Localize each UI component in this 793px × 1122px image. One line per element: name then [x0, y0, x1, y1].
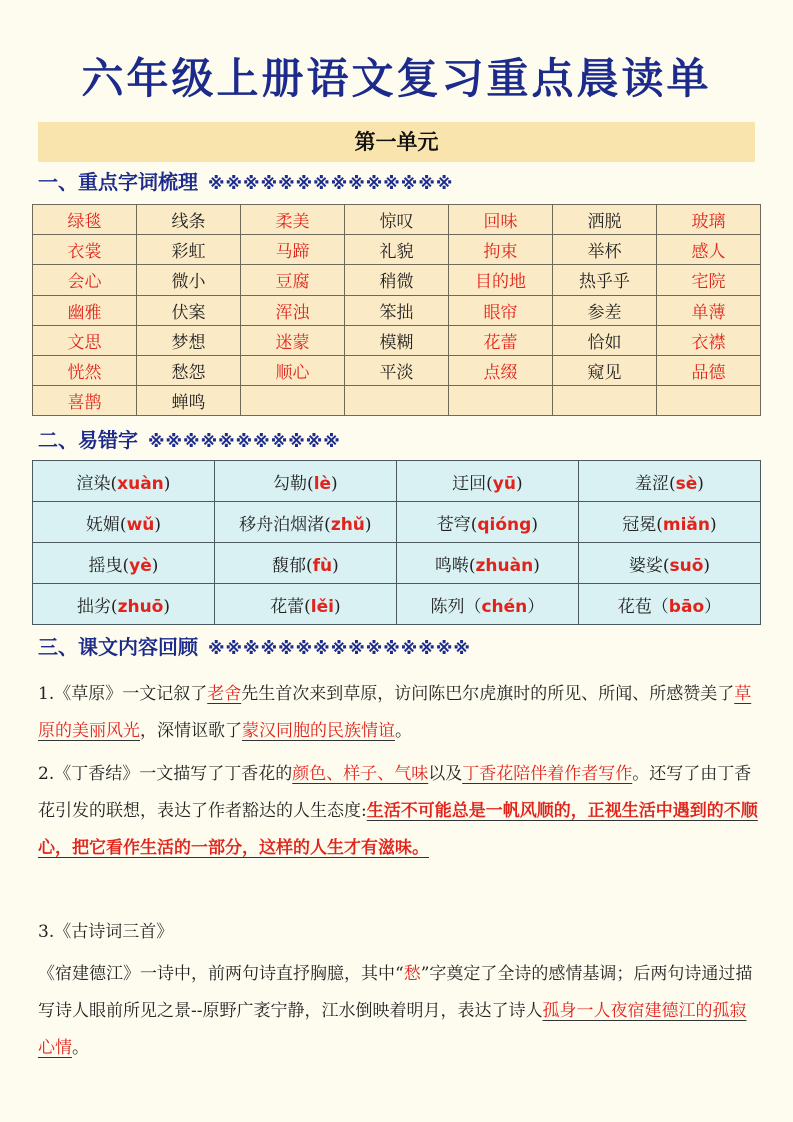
vocab-cell: 喜鹊 — [33, 386, 137, 416]
vocab-cell: 惊叹 — [345, 205, 449, 235]
vocab-cell: 点缀 — [449, 355, 553, 385]
vocab-row — [33, 235, 761, 265]
p2-highlight: 丁香花陪伴着作者写作 — [462, 764, 633, 784]
p2-text: 。还写了由丁香花引发的联想，表达了作者豁达的人生态度: — [38, 764, 752, 821]
vocab-cell: 恍然 — [33, 355, 137, 385]
typo-cell — [214, 584, 396, 625]
typo-pinyin: yū — [492, 473, 516, 494]
typo-word: 移舟泊烟渚( — [239, 514, 331, 535]
vocab-cell: 回味 — [449, 205, 553, 235]
vocab-cell: 单薄 — [657, 295, 761, 325]
vocab-cell: 线条 — [137, 205, 241, 235]
typo-word: 摇曳( — [88, 555, 130, 576]
vocab-cell: 平淡 — [345, 355, 449, 385]
review-paragraph-3: 3.《古诗词三首》 — [38, 922, 174, 942]
typo-cell — [396, 461, 578, 502]
typo-cell — [214, 502, 396, 543]
typo-section-label: 二、易错字 — [38, 428, 138, 452]
typo-word: 馥郁( — [271, 555, 313, 576]
typo-paren: ) — [533, 555, 540, 576]
typo-pinyin: zhuō — [117, 596, 164, 617]
p1-highlight: 蒙汉同胞的民族情谊 — [242, 721, 395, 741]
vocab-row — [33, 325, 761, 355]
typo-pinyin: wǔ — [126, 514, 155, 535]
vocab-cell: 笨拙 — [345, 295, 449, 325]
typo-pinyin: chén — [481, 596, 528, 617]
typo-word: 花苞（ — [617, 596, 669, 617]
typo-paren: ) — [332, 555, 339, 576]
typo-pinyin: zhuàn — [475, 555, 534, 576]
typo-paren: ) — [703, 555, 711, 576]
vocab-cell: 洒脱 — [553, 205, 657, 235]
typo-paren: ） — [704, 596, 722, 617]
typo-row — [33, 543, 761, 584]
typo-cell — [396, 502, 578, 543]
vocab-cell: 衣襟 — [657, 325, 761, 355]
vocab-row — [33, 265, 761, 295]
typo-cell — [214, 461, 396, 502]
review-section-marks: ※※※※※※※※※※※※※※※ — [208, 639, 471, 659]
typo-paren: ) — [531, 514, 538, 535]
vocab-cell: 热乎乎 — [553, 265, 657, 295]
p4-text: 。 — [72, 1038, 89, 1058]
vocab-cell: 绿毯 — [33, 205, 137, 235]
typo-cell — [214, 543, 396, 584]
typo-cell — [578, 461, 760, 502]
typo-word: 陈列（ — [430, 596, 482, 617]
typo-paren: ) — [163, 596, 170, 617]
p1-highlight: 老舍 — [207, 684, 242, 704]
vocab-cell: 目的地 — [449, 265, 553, 295]
p2-text: 2.《丁香结》一文描写了丁香花的 — [38, 764, 293, 784]
vocab-cell — [553, 386, 657, 416]
typo-pinyin: xuàn — [117, 473, 164, 494]
p1-text: ，深情讴歌了 — [140, 721, 242, 741]
typo-pinyin: bāo — [668, 596, 705, 617]
typo-paren: ） — [527, 596, 545, 617]
p1-text: 1.《草原》一文记叙了 — [38, 684, 208, 704]
typo-paren: ) — [333, 596, 341, 617]
typo-paren: ) — [154, 514, 162, 535]
typo-cell — [396, 543, 578, 584]
vocab-cell: 花蕾 — [449, 325, 553, 355]
vocab-cell: 玻璃 — [657, 205, 761, 235]
review-paragraph-4 — [38, 956, 758, 1067]
vocab-cell: 彩虹 — [137, 235, 241, 265]
vocab-section-label: 一、重点字词梳理 — [38, 170, 198, 194]
vocab-cell: 柔美 — [241, 205, 345, 235]
p4-keyword: 愁 — [403, 964, 421, 984]
p4-text: 《宿建德江》一诗中，前两句诗直抒胸臆，其中“ — [38, 964, 404, 984]
typo-word: 渲染( — [76, 473, 118, 494]
typo-paren: ) — [515, 473, 523, 494]
typo-word: 冠冕( — [622, 514, 663, 535]
p1-text: 。 — [395, 721, 412, 741]
typo-pinyin: sè — [675, 473, 698, 494]
typo-cell — [578, 502, 760, 543]
vocab-cell — [449, 386, 553, 416]
typo-word: 婆娑( — [628, 555, 670, 576]
typo-paren: ) — [163, 473, 171, 494]
vocab-cell: 顺心 — [241, 355, 345, 385]
vocab-cell: 微小 — [137, 265, 241, 295]
vocab-cell: 文思 — [33, 325, 137, 355]
typo-word: 羞涩( — [634, 473, 676, 494]
vocab-cell: 梦想 — [137, 325, 241, 355]
typo-word: 苍穹( — [436, 514, 478, 535]
vocab-cell: 窥见 — [553, 355, 657, 385]
vocab-cell: 马蹄 — [241, 235, 345, 265]
typo-pinyin: suō — [669, 555, 704, 576]
p2-text: 以及 — [428, 764, 463, 784]
vocab-cell: 会心 — [33, 265, 137, 295]
typo-paren: ) — [331, 473, 338, 494]
vocab-cell: 愁怨 — [137, 355, 241, 385]
p2-highlight: 颜色、样子、气味 — [292, 764, 429, 784]
vocab-cell: 蝉鸣 — [137, 386, 241, 416]
vocab-cell: 恰如 — [553, 325, 657, 355]
typo-word: 鸣啭( — [434, 555, 476, 576]
vocab-cell: 幽雅 — [33, 295, 137, 325]
vocab-cell: 眼帘 — [449, 295, 553, 325]
page-title: 六年级上册语文复习重点晨读单 — [81, 54, 712, 103]
typo-cell — [396, 584, 578, 625]
vocab-cell: 衣裳 — [33, 235, 137, 265]
unit-heading: 第一单元 — [38, 122, 755, 162]
typo-row — [33, 461, 761, 502]
typo-pinyin: yè — [129, 555, 152, 576]
vocab-cell: 宅院 — [657, 265, 761, 295]
vocab-cell: 举杯 — [553, 235, 657, 265]
vocab-cell — [345, 386, 449, 416]
review-section-title — [38, 633, 471, 663]
typo-cell — [578, 584, 760, 625]
typo-word: 妩媚( — [85, 514, 127, 535]
vocab-cell: 迷蒙 — [241, 325, 345, 355]
vocab-section-title — [38, 168, 453, 198]
typo-cell — [33, 584, 215, 625]
review-paragraph-1 — [38, 676, 758, 750]
vocab-cell: 拘束 — [449, 235, 553, 265]
typo-word: 勾勒( — [273, 473, 314, 494]
typo-paren: ) — [697, 473, 704, 494]
typo-pinyin: lè — [313, 473, 332, 494]
typo-row — [33, 502, 761, 543]
typo-section-title — [38, 426, 341, 456]
typo-cell — [33, 502, 215, 543]
vocab-cell — [241, 386, 345, 416]
typo-section-marks: ※※※※※※※※※※※ — [148, 432, 341, 452]
vocab-cell — [657, 386, 761, 416]
typo-pinyin: lěi — [310, 596, 334, 617]
review-section-label: 三、课文内容回顾 — [38, 635, 198, 659]
p2-highlight: 生活不可能总是一帆风顺的，正视生活中遇到的不顺心，把它看作生活的一部分，这样的人生才有滋味。 — [38, 801, 758, 858]
vocab-cell: 模糊 — [345, 325, 449, 355]
typo-paren: ) — [151, 555, 159, 576]
p4-highlight: 孤身一人夜宿建德江的孤寂心情 — [38, 1001, 747, 1058]
typo-pinyin: fù — [312, 555, 333, 576]
p4-text: ”字奠定了全诗的感情基调；后两句诗通过描写诗人眼前所见之景--原野广袤宁静，江水倒映着明月，表达了诗人 — [38, 964, 753, 1021]
vocab-row — [33, 355, 761, 385]
vocab-row — [33, 295, 761, 325]
p1-text: 先生首次来到草原，访问陈巴尔虎旗时的所见、所闻、所感赞美了 — [241, 684, 735, 704]
vocab-cell: 感人 — [657, 235, 761, 265]
typo-cell — [578, 543, 760, 584]
typo-cell — [33, 461, 215, 502]
typo-word: 迂回( — [452, 473, 493, 494]
vocab-cell: 浑浊 — [241, 295, 345, 325]
vocab-cell: 豆腐 — [241, 265, 345, 295]
typo-row — [33, 584, 761, 625]
vocab-cell: 参差 — [553, 295, 657, 325]
typo-word: 拙劣( — [76, 596, 118, 617]
vocab-row — [33, 205, 761, 235]
p1-highlight: 草原的美丽风光 — [38, 684, 752, 741]
vocab-cell: 品德 — [657, 355, 761, 385]
typo-word: 花蕾( — [270, 596, 311, 617]
typo-pinyin: qióng — [477, 514, 532, 535]
vocab-cell: 稍微 — [345, 265, 449, 295]
vocab-cell: 礼貌 — [345, 235, 449, 265]
review-paragraph-2 — [38, 756, 758, 867]
typo-pinyin: miǎn — [662, 514, 711, 535]
vocab-row — [33, 386, 761, 416]
vocab-cell: 伏案 — [137, 295, 241, 325]
typo-paren: ) — [364, 514, 372, 535]
typo-table — [32, 460, 761, 625]
vocab-section-marks: ※※※※※※※※※※※※※※ — [208, 174, 454, 194]
typo-pinyin: zhǔ — [330, 514, 365, 535]
vocab-table — [32, 204, 761, 416]
typo-cell — [33, 543, 215, 584]
typo-paren: ) — [710, 514, 717, 535]
